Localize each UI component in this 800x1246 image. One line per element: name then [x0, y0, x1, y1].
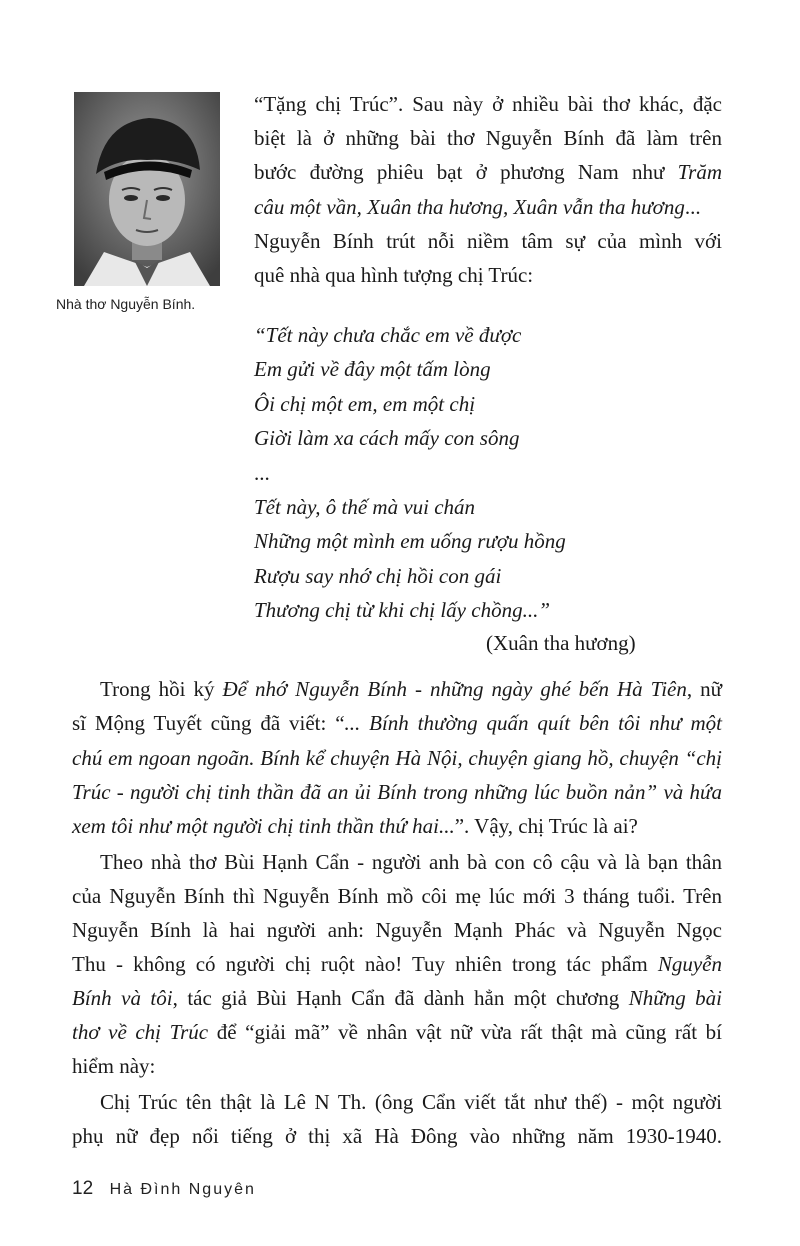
para2-line-4: Trúc - người chị tinh thần đã an ủi Bính trong những lúc buồn nản” và hứa — [72, 780, 722, 804]
poem-source: (Xuân tha hương) — [486, 631, 636, 655]
running-author: Hà Đình Nguyên — [109, 1181, 256, 1198]
poem-line-8: Thương chị từ khi chị lấy chồng...” — [254, 598, 550, 622]
para3-line-4: Thu - không có người chị ruột nào! Tuy nhiên trong tác phẩm Nguyễn — [72, 952, 722, 976]
para3-line-3: Nguyễn Bính là hai người anh: Nguyễn Mạnh Phác và Nguyễn Ngọc — [72, 918, 722, 942]
portrait-image — [74, 92, 220, 286]
para2-line-3: chú em ngoan ngoãn. Bính kể chuyện Hà Nội, chuyện giang hồ, chuyện “chị — [72, 746, 722, 770]
poem-line-2: Em gửi về đây một tấm lòng — [254, 357, 491, 381]
para2-line-5: xem tôi như một người chị tinh thần thứ hai...”. Vậy, chị Trúc là ai? — [72, 814, 638, 838]
intro-line-1: “Tặng chị Trúc”. Sau này ở nhiều bài thơ khác, đặc — [254, 92, 722, 116]
intro-line-2: biệt là ở những bài thơ Nguyễn Bính đã làm trên — [254, 126, 722, 150]
poem-line-3: Ôi chị một em, em một chị — [254, 392, 476, 416]
para2-line-1: Trong hồi ký Để nhớ Nguyễn Bính - những ngày ghé bến Hà Tiên, nữ — [100, 677, 723, 701]
intro-line-4: câu một vần, Xuân tha hương, Xuân vẫn tha hương... — [254, 195, 701, 219]
poem-line-6: Những một mình em uống rượu hồng — [254, 529, 566, 553]
intro-line-6: quê nhà qua hình tượng chị Trúc: — [254, 263, 534, 287]
intro-line-3: bước đường phiêu bạt ở phương Nam như Trăm — [254, 160, 722, 184]
para3-line-5: Bính và tôi, tác giả Bùi Hạnh Cẩn đã dành hẳn một chương Những bài — [72, 986, 722, 1010]
para4-line-2: phụ nữ đẹp nổi tiếng ở thị xã Hà Đông vào những năm 1930-1940. — [72, 1124, 722, 1148]
para3-line-1: Theo nhà thơ Bùi Hạnh Cẩn - người anh bà con cô cậu và là bạn thân — [100, 850, 722, 874]
poem-line-4: Giời làm xa cách mấy con sông — [254, 426, 520, 450]
intro-line-5: Nguyễn Bính trút nỗi niềm tâm sự của mình với — [254, 229, 722, 253]
photo-caption: Nhà thơ Nguyễn Bính. — [56, 296, 196, 312]
para3-line-2: của Nguyễn Bính thì Nguyễn Bính mồ côi mẹ lúc mới 3 tháng tuổi. Trên — [72, 884, 722, 908]
para3-line-6: thơ về chị Trúc để “giải mã” về nhân vật nữ vừa rất thật mà cũng rất bí — [72, 1020, 723, 1044]
poem-line-7: Rượu say nhớ chị hồi con gái — [254, 564, 502, 588]
para3-line-7: hiểm này: — [72, 1054, 156, 1078]
para2-line-2: sĩ Mộng Tuyết cũng đã viết: “... Bính thường quấn quít bên tôi như một — [72, 711, 722, 735]
author-portrait-photo — [74, 92, 220, 286]
poem-ellipsis: ... — [254, 461, 270, 485]
poem-line-5: Tết này, ô thế mà vui chán — [254, 495, 476, 519]
poem-line-1: “Tết này chưa chắc em về được — [254, 323, 522, 347]
page-number: 12 — [72, 1178, 94, 1199]
para4-line-1: Chị Trúc tên thật là Lê N Th. (ông Cẩn viết tắt như thế) - một người — [100, 1090, 722, 1114]
page-footer — [72, 1178, 256, 1200]
